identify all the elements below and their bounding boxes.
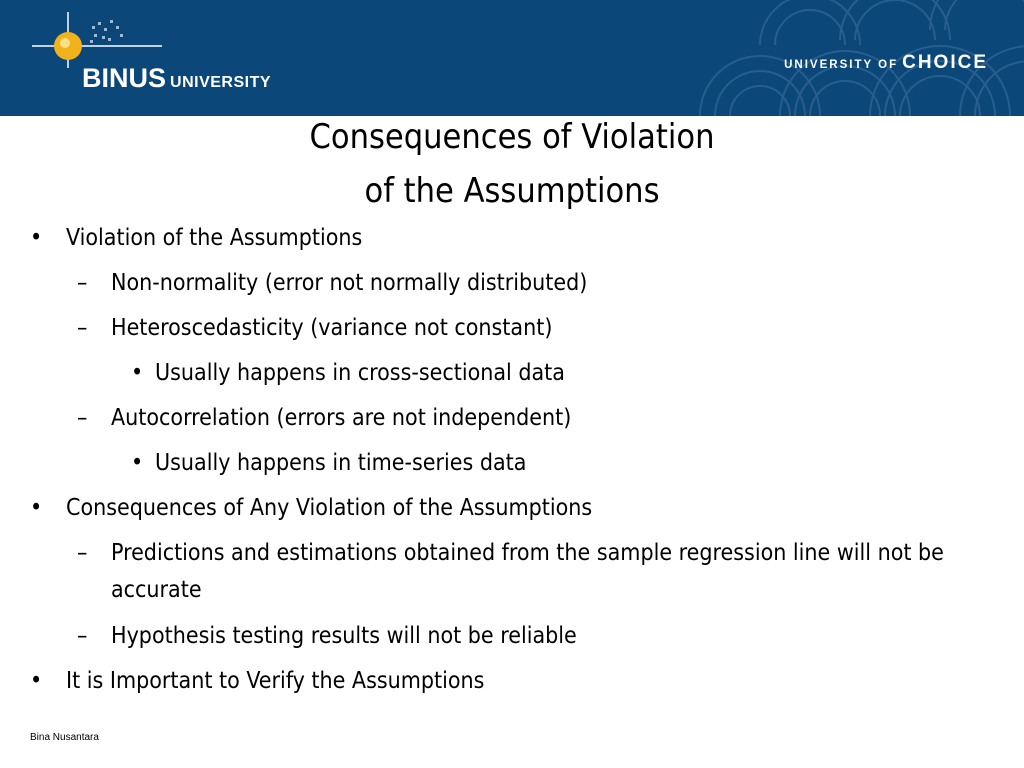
bullet-text: Hypothesis testing results will not be reliable [111, 623, 577, 649]
bullet-marker: – [77, 405, 88, 431]
bullet-marker: • [30, 668, 43, 694]
bullet-item [30, 220, 363, 257]
bullet-marker: • [30, 225, 43, 251]
bullet-text: It is Important to Verify the Assumptions [66, 668, 485, 694]
bullet-item [77, 310, 553, 347]
bullet-text: Violation of the Assumptions [66, 225, 363, 251]
bullet-marker: • [30, 495, 43, 521]
bullet-text: Usually happens in cross-sectional data [155, 360, 565, 386]
footer-text: Bina Nusantara [30, 732, 99, 743]
bullet-marker: – [77, 315, 88, 341]
bullet-text: Usually happens in time-series data [155, 450, 527, 476]
bullet-marker: – [77, 270, 88, 296]
bullet-text: Non-normality (error not normally distributed) [111, 270, 588, 296]
bullet-marker: – [77, 623, 88, 649]
bullet-text: Heteroscedasticity (variance not constant) [111, 315, 553, 341]
header-banner [0, 0, 1024, 116]
tagline-highlight: CHOICE [902, 52, 988, 73]
binus-logo [32, 12, 312, 102]
logo-brand: BINUS [82, 63, 167, 93]
bullet-marker: • [131, 450, 144, 476]
bullet-item [30, 663, 485, 700]
title-line-2: of the Assumptions [364, 171, 660, 211]
bullet-item [77, 618, 577, 655]
tagline-prefix: UNIVERSITY OF [784, 59, 899, 71]
bullet-marker: • [131, 360, 144, 386]
bullet-item [30, 490, 593, 527]
bullet-text: Predictions and estimations obtained from the sample regression line will not be accurate [111, 540, 944, 603]
university-tagline [784, 52, 988, 74]
bullet-text: Autocorrelation (errors are not independent) [111, 405, 572, 431]
title-line-1: Consequences of Violation [309, 117, 715, 157]
bullet-item [77, 535, 961, 609]
logo-suffix: UNIVERSITY [170, 74, 272, 91]
bullet-item [131, 355, 565, 392]
bullet-marker: – [77, 540, 88, 566]
bullet-item [77, 265, 588, 302]
slide-title [0, 110, 1024, 218]
bullet-item [131, 445, 527, 482]
bullet-text: Consequences of Any Violation of the Assumptions [66, 495, 593, 521]
bullet-item [77, 400, 572, 437]
